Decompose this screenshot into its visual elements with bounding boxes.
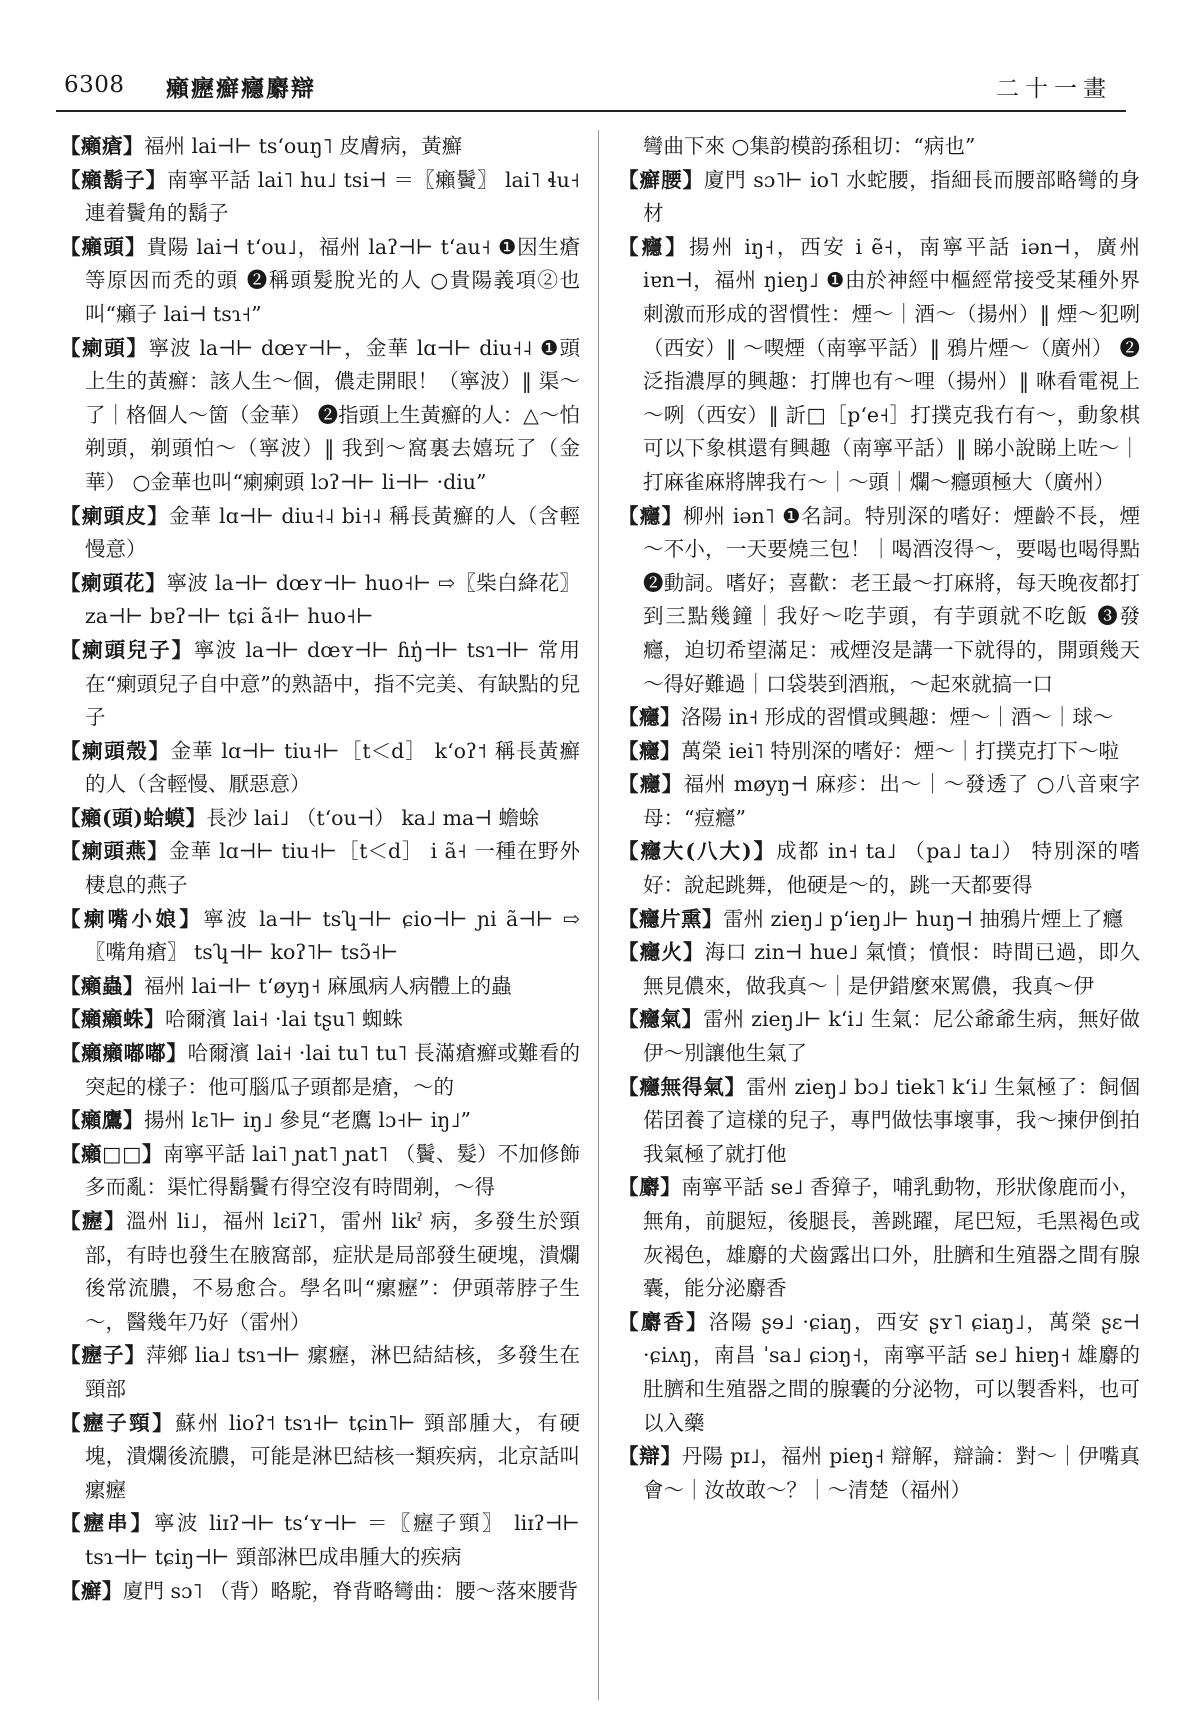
entry-headword: 【癮】 xyxy=(618,705,681,730)
entry-headword: 【癧串】 xyxy=(60,1511,155,1536)
dictionary-entry xyxy=(60,634,580,735)
entry-headword: 【辯】 xyxy=(618,1444,682,1469)
dictionary-entry xyxy=(618,735,1140,769)
entry-definition: 廈門 sɔ˥ （背）略駝，脊背略彎曲：腰～落來腰背 xyxy=(123,1578,579,1603)
entry-headword: 【癮氣】 xyxy=(618,1007,703,1032)
entry-headword: 【癬腰】 xyxy=(618,167,705,192)
entry-definition: 柳州 iən˥ ❶名詞。特別深的嗜好：煙齡不長，煙～不小，一天要燒三包！｜喝酒沒得～，要喝也喝得點 ❷動詞。嗜好；喜歡：老王最～打麻將，每天晚夜都打到三點幾鐘｜我好～吃芋頭，有芋頭就不吃飯 ❸發癮，迫切希望滿足：戒煙沒是講一下就得的，開頭幾天～得好難過｜口袋裝到酒瓶，～起來就搞一口 xyxy=(643,503,1140,696)
entry-definition: 哈爾濱 lai˧ ·lai tu˥ tu˥ 長滿瘡癬或難看的突起的樣子：他可腦瓜子頭都是瘡，～的 xyxy=(85,1041,580,1099)
dictionary-entry xyxy=(618,164,1140,231)
entry-definition: 南寧平話 lai˥ ɲat˥ ɲat˥ （鬢、髮）不加修飾多而亂：渠忙得鬍鬢冇得空沒有時間剃，～得 xyxy=(85,1141,580,1200)
entry-definition: 萍鄉 lia˩ tsɿ⊣⊢ 瘰癧，淋巴結結核，多發生在頸部 xyxy=(85,1343,580,1401)
dictionary-entry xyxy=(60,1138,580,1205)
entry-definition: 寧波 la⊣⊢ tsʮ⊣⊢ ɕio⊣⊢ ɲi ã⊣⊢ ⇨〖嘴角瘡〗 tsʮ⊣⊢ koʔ˥⊢ tsɔ̃˧⊢ xyxy=(85,906,580,965)
dictionary-entry xyxy=(60,130,580,164)
entry-definition: 福州 lai⊣⊢ tsʻouŋ˥ 皮膚病，黃癬 xyxy=(144,134,463,158)
entry-definition: 長沙 lai˩ （tʻou⊣） ka˩ ma⊣ 蟾蜍 xyxy=(206,805,540,830)
entry-definition: 溫州 li˩，福州 lɛiʔ˥，雷州 likˀ 病，多發生於頸部，有時也發生在腋窩部，症狀是局部發生硬塊，潰爛後常流膿，不易愈合。學名叫“瘰癧”：伊頭蒂脖子生～，醫幾年乃好（雷州） xyxy=(85,1209,580,1334)
entry-definition: 洛陽 ʂɘ˩ ·ɕiaŋ，西安 ʂʏ˥ ɕiaŋ˩，萬榮 ʂɛ⊣ ·ɕiʌŋ，南昌 ˈsa˩ ɕiɔŋ˧，南寧平話 se˩ hiɐŋ˧ 雄麝的肚臍和生殖器之間的腺囊的分泌物，可以製香料，也可以入藥 xyxy=(643,1309,1140,1435)
entry-headword: 【癩癩蛛】 xyxy=(60,1007,165,1032)
dictionary-entry xyxy=(60,1003,580,1037)
dictionary-entry xyxy=(618,231,1140,500)
entry-definition: 雷州 zieŋ˩ pʻieŋ˩⊢ huŋ⊣ 抽鴉片煙上了癮 xyxy=(723,906,1123,931)
column-divider xyxy=(598,130,599,1700)
page-number: 6308 xyxy=(64,72,125,98)
entry-headword: 【癩頭】 xyxy=(60,234,147,259)
dictionary-entry xyxy=(618,903,1140,937)
entry-headword: 【癩(頭)蛤蟆】 xyxy=(60,805,207,830)
entry-headword: 【癮】 xyxy=(618,503,684,528)
entry-headword: 【癮無得氣】 xyxy=(618,1074,746,1099)
left-column xyxy=(60,130,580,1700)
entry-definition: 丹陽 pɪ˩，福州 pieŋ˧ 辯解，辯論：對～｜伊嘴真會～｜汝故敢～？｜～清楚（福州） xyxy=(643,1444,1140,1502)
entry-headword: 【瘌頭花】 xyxy=(60,570,167,595)
entry-definition: 寧波 la⊣⊢ dœʏ⊣⊢，金華 lɑ⊣⊢ diu˧˨ ❶頭上生的黃癬：該人生～個，儂走開眼！（寧波）‖ 渠～了｜格個人～箇（金華） ❷指頭上生黃癬的人：△～怕剃頭，剃頭怕～（寧波）‖ 我到～窩裏去嬉玩了（金華） ○金華也叫“瘌瘌頭 lɔʔ⊣⊢ li⊣⊢ ·diu” xyxy=(85,335,580,494)
entry-definition: 寧波 la⊣⊢ dœʏ⊣⊢ ɦŋ̍⊣⊢ tsɿ⊣⊢ 常用在“瘌頭兒子自中意”的熟語中，指不完美、有缺點的兒子 xyxy=(85,637,580,730)
dictionary-entry xyxy=(618,1171,1140,1305)
entry-definition: 萬榮 iei˥ 特別深的嗜好：煙～｜打撲克打下～啦 xyxy=(681,738,1119,763)
dictionary-entry xyxy=(60,835,580,902)
dictionary-entry xyxy=(60,735,580,802)
entry-definition: 洛陽 in˧ 形成的習慣或興趣：煙～｜酒～｜球～ xyxy=(681,705,1114,730)
entry-headword: 【瘌頭殼】 xyxy=(60,738,171,763)
entry-definition: 福州 lai⊣⊢ tʻøyŋ˧ 麻風病人病體上的蟲 xyxy=(144,973,512,998)
header-title: 癩癧癬癮麝辯 xyxy=(166,75,316,102)
dictionary-entry xyxy=(60,231,580,332)
dictionary-entry xyxy=(618,1440,1140,1507)
entry-definition: 成都 in˧ ta˩ （pa˩ ta˩） 特別深的嗜好：說起跳舞，他硬是～的，跳一天都要得 xyxy=(643,839,1140,898)
entry-headword: 【瘌頭兒子】 xyxy=(60,637,194,662)
entry-definition: 廈門 sɔ˥⊢ io˥ 水蛇腰，指細長而腰部略彎的身材 xyxy=(643,167,1140,226)
dictionary-entry xyxy=(618,936,1140,1003)
entry-definition: 金華 lɑ⊣⊢ diu˧˨ bi˧˨ 稱長黃癬的人（含輕慢意） xyxy=(85,503,580,562)
entry-headword: 【癧】 xyxy=(60,1209,127,1233)
entry-headword: 【癩癩嘟嘟】 xyxy=(60,1041,188,1066)
entry-headword: 【癮大(八大)】 xyxy=(618,839,777,864)
entry-definition: 哈爾濱 lai˧ ·lai tʂu˥ 蜘蛛 xyxy=(165,1007,403,1032)
dictionary-entry xyxy=(60,1407,580,1508)
entry-definition: 金華 lɑ⊣⊢ tiu˧⊢［t＜d］ i ã˧ 一種在野外棲息的燕子 xyxy=(85,839,580,898)
entry-definition: 蘇州 lioʔ˦ tsɿ˧⊢ tɕin˥⊢ 頸部腫大，有硬塊，潰爛後流膿，可能是淋巴結核一類疾病，北京話叫瘰癧 xyxy=(85,1410,580,1502)
dictionary-entry xyxy=(60,1104,580,1138)
entry-definition: 揚州 iŋ˧，西安 i ẽ˧，南寧平話 iən⊣，廣州 iɐn⊣，福州 ŋieŋ˩ ❶由於神經中樞經常接受某種外界刺激而形成的習慣性：煙～｜酒～（揚州）‖ 煙～犯咧（西安）‖ ～喫煙（南寧平話）‖ 鴉片煙～（廣州） ❷泛指濃厚的興趣：打牌也有～哩（揚州）‖ 咻看電視上～咧（西安）‖ 訢□［pʻe˧］打撲克我冇有～，動象棋可以下象棋還有興趣（南寧平話）‖ 睇小說睇上咗～｜打麻雀麻將牌我冇～｜～頭｜爛～癮頭極大（廣州） xyxy=(643,234,1140,494)
entry-definition: 海口 zin⊣ hue˩ 氣憤；憤恨：時間已過，即久無見儂來，做我真～｜是伊錯麼來罵儂，我真～伊 xyxy=(643,940,1140,998)
entry-headword: 【麝香】 xyxy=(618,1309,709,1334)
dictionary-entry xyxy=(618,768,1140,835)
entry-definition: 貴陽 lai⊣ tʻou˩，福州 laʔ⊣⊢ tʻau˧ ❶因生瘡等原因而禿的頭 ❷稱頭髮脫光的人 ○貴陽義項②也叫“癩子 lai⊣ tsɿ˧” xyxy=(85,234,580,326)
entry-headword: 【癩鷹】 xyxy=(60,1108,144,1133)
dictionary-entry xyxy=(618,500,1140,702)
dictionary-entry xyxy=(618,701,1140,735)
entry-definition: 寧波 liɪʔ⊣⊢ tsʻʏ⊣⊢ ＝〖癧子頸〗 liɪʔ⊣⊢ tsɿ⊣⊢ tɕiŋ⊣⊢ 頸部淋巴成串腫大的疾病 xyxy=(85,1511,580,1569)
dictionary-entry xyxy=(60,1507,580,1574)
dictionary-entry xyxy=(60,164,580,231)
dictionary-entry xyxy=(60,332,580,500)
entry-headword: 【癮】 xyxy=(618,234,689,259)
entry-headword: 【癮片熏】 xyxy=(618,906,723,931)
dictionary-entry xyxy=(60,1339,580,1406)
entry-headword: 【癧子頸】 xyxy=(60,1410,176,1435)
dictionary-entry xyxy=(60,567,580,634)
entry-definition: 雷州 zieŋ˩⊢ kʻi˩ 生氣：尼公爺爺生病，無好做伊～別讓他生氣了 xyxy=(643,1007,1140,1066)
dictionary-entry xyxy=(60,903,580,970)
entry-headword: 【癩鬍子】 xyxy=(60,167,168,192)
entry-headword: 【癮】 xyxy=(618,738,681,763)
page-header xyxy=(56,64,1126,112)
dictionary-entry xyxy=(60,1037,580,1104)
entry-headword: 【麝】 xyxy=(618,1175,682,1200)
entry-headword: 【瘌頭皮】 xyxy=(60,503,170,528)
entry-headword: 【癮火】 xyxy=(618,940,705,965)
dictionary-entry xyxy=(618,130,1140,164)
entry-definition: 寧波 la⊣⊢ dœʏ⊣⊢ huo˧⊢ ⇨〖柴白絳花〗 za⊣⊢ bɐʔ⊣⊢ tɕi ã˧⊢ huo˧⊢ xyxy=(85,570,580,629)
dictionary-entry xyxy=(618,1071,1140,1172)
entry-headword: 【癩蟲】 xyxy=(60,973,144,998)
entry-headword: 【瘌嘴小娘】 xyxy=(60,906,204,931)
right-column xyxy=(618,130,1140,1700)
entry-headword: 【癩瘡】 xyxy=(60,134,144,158)
dictionary-entry xyxy=(60,802,580,836)
dictionary-entry xyxy=(60,970,580,1004)
entry-headword: 【癧子】 xyxy=(60,1343,146,1368)
entry-definition: 彎曲下來 ○集韵模韵孫租切：“病也” xyxy=(643,134,976,158)
dictionary-entry xyxy=(618,1306,1140,1440)
entry-headword: 【瘌頭】 xyxy=(60,335,149,360)
entry-definition: 金華 lɑ⊣⊢ tiu˧⊢［t＜d］ kʻoʔ˦ 稱長黃癬的人（含輕慢、厭惡意） xyxy=(85,738,580,797)
entry-definition: 南寧平話 lai˥ hu˩ tsi⊣ ＝〖癩鬢〗 lai˥ ɬu˧ 連着鬢角的鬍子 xyxy=(85,167,580,226)
entry-headword: 【癩□□】 xyxy=(60,1141,164,1166)
stroke-count-section: 二十一畫 xyxy=(996,76,1112,102)
entry-definition: 揚州 lɛ˥⊢ iŋ˩ 參見“老鷹 lɔ˧⊢ iŋ˩” xyxy=(144,1108,471,1133)
dictionary-entry xyxy=(60,1575,580,1609)
dictionary-entry xyxy=(618,1003,1140,1070)
entry-definition: 雷州 zieŋ˩ bɔ˩ tiek˥ kʻi˩ 生氣極了：飼個偌囝養了這樣的兒子，專門做怯事壞事，我～揀伊倒拍我氣極了就打他 xyxy=(643,1074,1140,1166)
entry-headword: 【癮】 xyxy=(618,772,684,797)
entry-definition: 福州 møyŋ⊣ 麻疹：出～｜～發透了 ○八音柬字母：“痘癮” xyxy=(643,772,1140,830)
entry-headword: 【瘌頭燕】 xyxy=(60,839,170,864)
entry-headword: 【癬】 xyxy=(60,1578,123,1603)
entry-definition: 南寧平話 se˩ 香獐子，哺乳動物，形狀像鹿而小，無角，前腿短，後腿長，善跳躍，尾巴短，毛黑褐色或灰褐色，雄麝的犬齒露出口外，肚臍和生殖器之間有腺囊，能分泌麝香 xyxy=(643,1175,1140,1301)
dictionary-entry xyxy=(618,835,1140,902)
dictionary-entry xyxy=(60,500,580,567)
dictionary-entry xyxy=(60,1205,580,1339)
